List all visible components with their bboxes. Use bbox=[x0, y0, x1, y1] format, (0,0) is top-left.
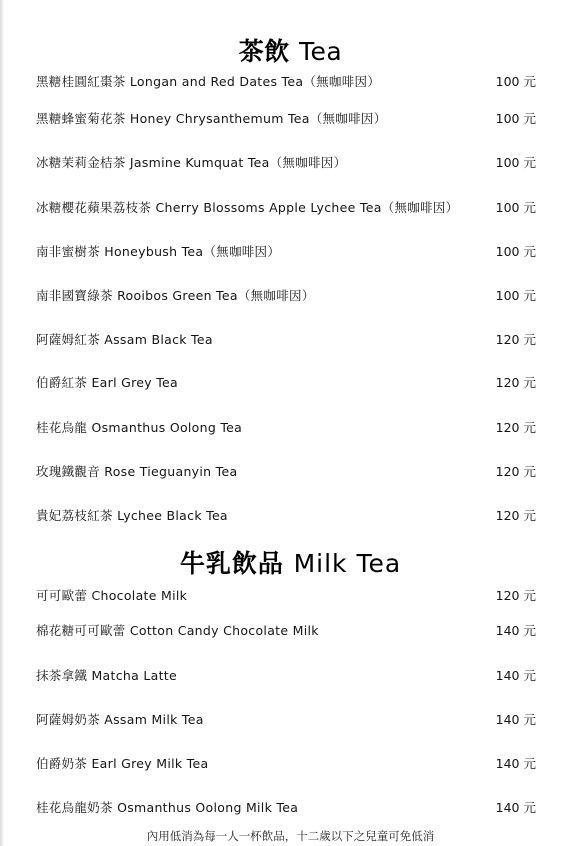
tea-item-price: 100 元 bbox=[495, 288, 536, 303]
tea-item-name: 黑糖蜂蜜菊花茶 Honey Chrysanthemum Tea（無咖啡因） bbox=[36, 111, 387, 126]
tea-item bbox=[36, 329, 536, 351]
tea-item-price: 100 元 bbox=[495, 200, 536, 215]
milk-item bbox=[36, 709, 536, 731]
tea-item bbox=[36, 505, 536, 527]
milk-item-name: 棉花糖可可歐蕾 Cotton Candy Chocolate Milk bbox=[36, 623, 319, 638]
tea-item bbox=[36, 152, 536, 174]
tea-section-title-en: Tea bbox=[299, 37, 343, 66]
tea-item-price: 100 元 bbox=[495, 155, 536, 170]
tea-item bbox=[36, 197, 536, 219]
tea-item-price: 100 元 bbox=[495, 74, 536, 89]
tea-section-title bbox=[0, 32, 581, 68]
tea-item-price: 100 元 bbox=[495, 244, 536, 259]
milk-item bbox=[36, 620, 536, 642]
milk-item-price: 140 元 bbox=[495, 800, 536, 815]
milk-section-title-en: Milk Tea bbox=[293, 549, 402, 578]
milk-item bbox=[36, 585, 536, 607]
tea-item-name: 貴妃荔枝紅茶 Lychee Black Tea bbox=[36, 508, 228, 523]
tea-item-name: 黑糖桂圓紅棗茶 Longan and Red Dates Tea（無咖啡因） bbox=[36, 74, 381, 89]
milk-item-name: 抹茶拿鐵 Matcha Latte bbox=[36, 668, 177, 683]
milk-item bbox=[36, 797, 536, 819]
tea-item bbox=[36, 285, 536, 307]
milk-item-name: 可可歐蕾 Chocolate Milk bbox=[36, 588, 188, 603]
milk-item-name: 桂花烏龍奶茶 Osmanthus Oolong Milk Tea bbox=[36, 800, 299, 815]
milk-item-price: 120 元 bbox=[495, 588, 536, 603]
milk-item bbox=[36, 665, 536, 687]
tea-item-price: 120 元 bbox=[495, 508, 536, 523]
tea-item bbox=[36, 241, 536, 263]
tea-item-name: 玫瑰鐵觀音 Rose Tieguanyin Tea bbox=[36, 464, 238, 479]
tea-item-price: 120 元 bbox=[495, 464, 536, 479]
tea-item bbox=[36, 108, 536, 130]
tea-item-name: 桂花烏龍 Osmanthus Oolong Tea bbox=[36, 420, 243, 435]
tea-item bbox=[36, 372, 536, 394]
tea-item bbox=[36, 417, 536, 439]
tea-item-name: 冰糖櫻花蘋果荔枝茶 Cherry Blossoms Apple Lychee Tea（無咖啡因） bbox=[36, 200, 459, 215]
tea-item bbox=[36, 461, 536, 483]
milk-section-title-zh: 牛乳飲品 bbox=[179, 549, 284, 578]
page-edge-shadow bbox=[0, 0, 4, 846]
tea-item-price: 120 元 bbox=[495, 420, 536, 435]
milk-item-name: 阿薩姆奶茶 Assam Milk Tea bbox=[36, 712, 204, 727]
tea-item-price: 120 元 bbox=[495, 375, 536, 390]
milk-section-title bbox=[0, 544, 581, 580]
milk-item-price: 140 元 bbox=[495, 668, 536, 683]
tea-section-title-zh: 茶飲 bbox=[238, 37, 290, 66]
tea-item-price: 120 元 bbox=[495, 332, 536, 347]
milk-item-name: 伯爵奶茶 Earl Grey Milk Tea bbox=[36, 756, 209, 771]
footer-minimum-charge-note: 內用低消為每一人一杯飲品，十二歲以下之兒童可免低消 bbox=[146, 829, 435, 843]
tea-item-price: 100 元 bbox=[495, 111, 536, 126]
tea-item bbox=[36, 71, 536, 93]
tea-item-name: 伯爵紅茶 Earl Grey Tea bbox=[36, 375, 178, 390]
tea-item-name: 南非國寶綠茶 Rooibos Green Tea（無咖啡因） bbox=[36, 288, 315, 303]
tea-item-name: 冰糖茉莉金桔茶 Jasmine Kumquat Tea（無咖啡因） bbox=[36, 155, 347, 170]
tea-item-name: 南非蜜樹茶 Honeybush Tea（無咖啡因） bbox=[36, 244, 281, 259]
tea-item-name: 阿薩姆紅茶 Assam Black Tea bbox=[36, 332, 213, 347]
milk-item bbox=[36, 753, 536, 775]
milk-item-price: 140 元 bbox=[495, 623, 536, 638]
milk-item-price: 140 元 bbox=[495, 712, 536, 727]
milk-item-price: 140 元 bbox=[495, 756, 536, 771]
